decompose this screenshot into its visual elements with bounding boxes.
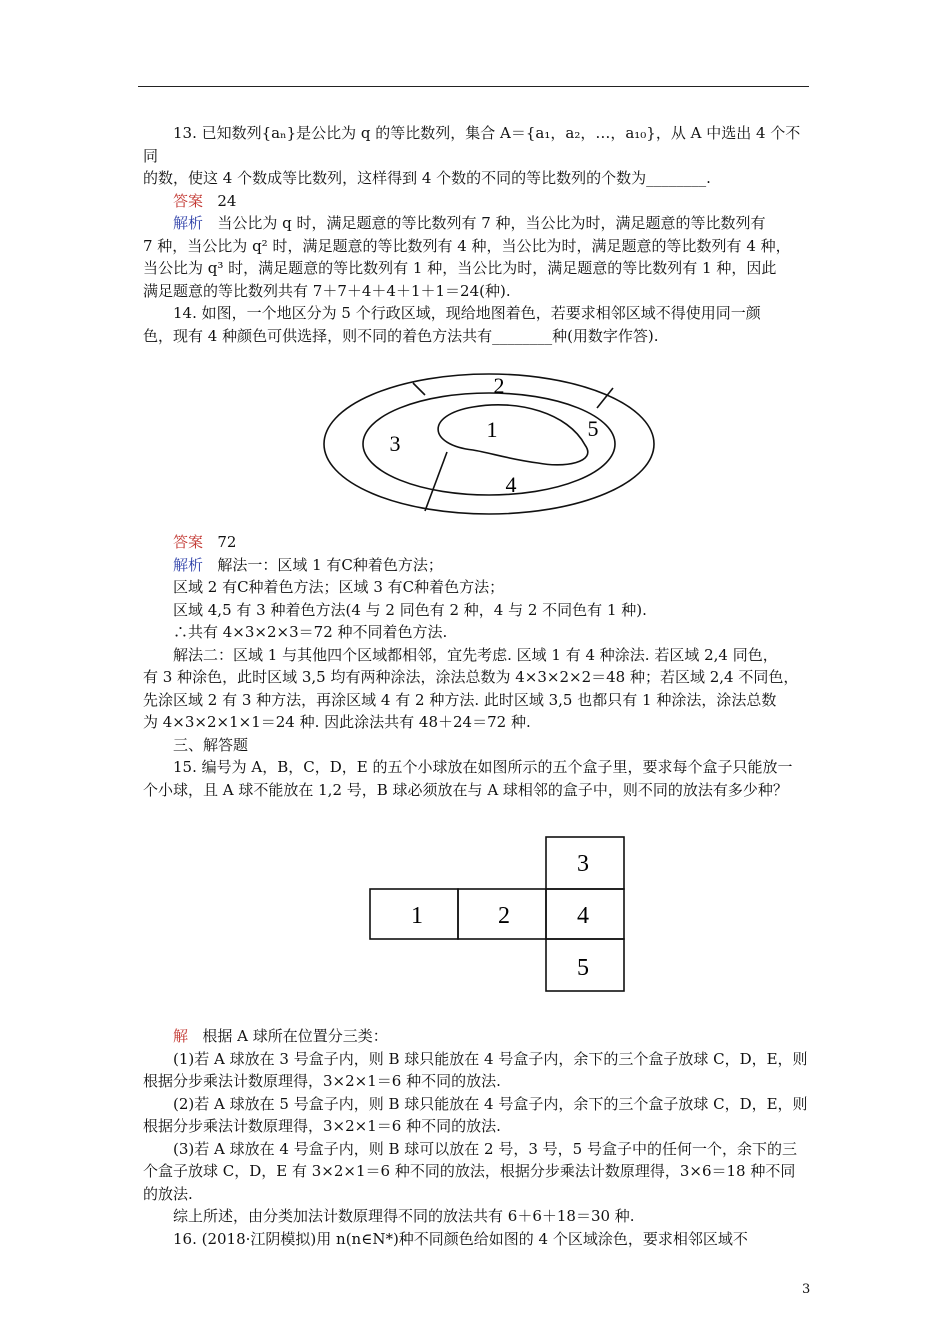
answer-label: 答案 <box>173 533 204 551</box>
region-label-4: 4 <box>505 472 517 497</box>
problem-13-line-2: 的数，使这 4 个数成等比数列，这样得到 4 个数的不同的等比数列的个数为________. <box>143 169 711 187</box>
inner-boundary <box>363 393 615 495</box>
problem-15-case-1-1: (1)若 A 球放在 3 号盒子内，则 B 球只能放在 4 号盒子内，余下的三个盒子放球 C，D，E，则 <box>173 1049 808 1068</box>
problem-14-line-2: 色，现有 4 种颜色可供选择，则不同的着色方法共有________种(用数字作答). <box>143 326 659 345</box>
region-1-boundary <box>438 405 588 465</box>
solution-label: 解 <box>173 1027 189 1045</box>
problem-15-case-2-2: 根据分步乘法计数原理得，3×2×1＝6 种不同的放法. <box>143 1117 501 1135</box>
page-content <box>143 122 811 1250</box>
analysis-label: 解析 <box>173 214 204 232</box>
problem-15-conclusion: 综上所述，由分类加法计数原理得不同的放法共有 6＋6＋18＝30 种. <box>173 1207 635 1225</box>
problem-15-case-1-2: 根据分步乘法计数原理得，3×2×1＝6 种不同的放法. <box>143 1072 501 1090</box>
boxes-svg <box>143 807 811 1019</box>
analysis-label: 解析 <box>173 555 204 574</box>
region-label-5: 5 <box>587 416 599 441</box>
region-map-svg <box>143 353 811 525</box>
problem-13-analysis-1 <box>143 212 811 235</box>
border-2-3 <box>413 383 425 395</box>
region-label-1: 1 <box>486 417 498 442</box>
boxes-figure <box>143 807 811 1019</box>
problem-14-method-2-3: 先涂区域 2 有 3 种方法，再涂区域 4 有 2 种方法. 此时区域 3,5 也都只有 1 种涂法，涂法总数 <box>143 690 777 709</box>
analysis-text: 解法一：区域 1 有C种着色方法； <box>217 555 443 574</box>
border-2-5 <box>597 388 613 408</box>
box-label-5: 5 <box>577 955 589 981</box>
problem-15-case-3-3: 的放法. <box>143 1184 193 1203</box>
header-rule <box>138 86 809 87</box>
problem-14-answer <box>143 531 811 554</box>
problem-14-method-1-d: ∴共有 4×3×2×3＝72 种不同着色方法. <box>173 623 448 641</box>
problem-15-case-2-1: (2)若 A 球放在 5 号盒子内，则 B 球只能放在 4 号盒子内，余下的三个盒子放球 C，D，E，则 <box>173 1094 808 1113</box>
problem-13-analysis-2: 7 种，当公比为 q² 时，满足题意的等比数列有 4 种，当公比为时，满足题意的等比数列有 4 种， <box>143 236 791 255</box>
problem-14-method-2-4: 为 4×3×2×1×1＝24 种. 因此涂法共有 48＋24＝72 种. <box>143 713 531 731</box>
box-label-3: 3 <box>577 851 589 877</box>
box-label-4: 4 <box>577 903 589 929</box>
problem-15-solution-intro <box>143 1025 811 1048</box>
problem-15-case-3-1: (3)若 A 球放在 4 号盒子内，则 B 球可以放在 2 号，3 号，5 号盒子中的任何一个，余下的三 <box>173 1139 797 1158</box>
box-label-2: 2 <box>498 903 510 929</box>
problem-13-line-1: 13. 已知数列{aₙ}是公比为 q 的等比数列，集合 A＝{a₁，a₂，…，a₁₀}，从 A 中选出 4 个不同 <box>143 124 801 165</box>
solution-text: 根据 A 球所在位置分三类： <box>202 1027 388 1045</box>
analysis-text: 当公比为 q 时，满足题意的等比数列有 7 种，当公比为时，满足题意的等比数列有 <box>217 214 766 232</box>
answer-value: 24 <box>217 191 237 210</box>
problem-15-case-3-2: 个盒子放球 C，D，E 有 3×2×1＝6 种不同的放法，根据分步乘法计数原理得，3×6＝18 种不同 <box>143 1162 796 1180</box>
border-3-4 <box>425 452 447 511</box>
problem-13-analysis-3: 当公比为 q³ 时，满足题意的等比数列有 1 种，当公比为时，满足题意的等比数列有 1 种，因此 <box>143 259 777 277</box>
problem-13-analysis-4: 满足题意的等比数列共有 7＋7＋4＋4＋1＋1＝24(种). <box>143 281 511 300</box>
answer-value: 72 <box>217 533 237 551</box>
problem-14-method-1-a <box>143 554 811 577</box>
region-label-3: 3 <box>389 431 401 456</box>
problem-15-line-1: 15. 编号为 A，B，C，D，E 的五个小球放在如图所示的五个盒子里，要求每个盒子只能放一 <box>173 758 793 776</box>
problem-16-line-1: 16. (2018·江阴模拟)用 n(n∈N*)种不同颜色给如图的 4 个区域涂色，要求相邻区域不 <box>173 1229 748 1248</box>
problem-14-method-1-c: 区域 4,5 有 3 种着色方法(4 与 2 同色有 2 种，4 与 2 不同色有 1 种). <box>173 600 647 619</box>
section-title: 三、解答题 <box>173 735 249 754</box>
region-map-figure <box>143 353 811 525</box>
problem-14-method-1-b: 区域 2 有C种着色方法；区域 3 有C种着色方法； <box>173 578 505 596</box>
box-label-1: 1 <box>411 903 423 929</box>
problem-14-line-1: 14. 如图，一个地区分为 5 个行政区域，现给地图着色，若要求相邻区域不得使用同一颜 <box>173 304 761 322</box>
outer-boundary <box>324 374 654 514</box>
page-number: 3 <box>802 1282 811 1297</box>
problem-13-answer <box>143 190 811 213</box>
problem-15-line-2: 个小球，且 A 球不能放在 1,2 号，B 球必须放在与 A 球相邻的盒子中，则不同的放法有多少种？ <box>143 780 788 799</box>
answer-label: 答案 <box>173 191 204 210</box>
problem-14-method-2-1: 解法二：区域 1 与其他四个区域都相邻，宜先考虑. 区域 1 有 4 种涂法. 若区域 2,4 同色， <box>173 645 778 664</box>
region-label-2: 2 <box>493 373 505 398</box>
problem-14-method-2-2: 有 3 种涂色，此时区域 3,5 均有两种涂法，涂法总数为 4×3×2×2＝48 种；若区域 2,4 不同色， <box>143 668 799 686</box>
